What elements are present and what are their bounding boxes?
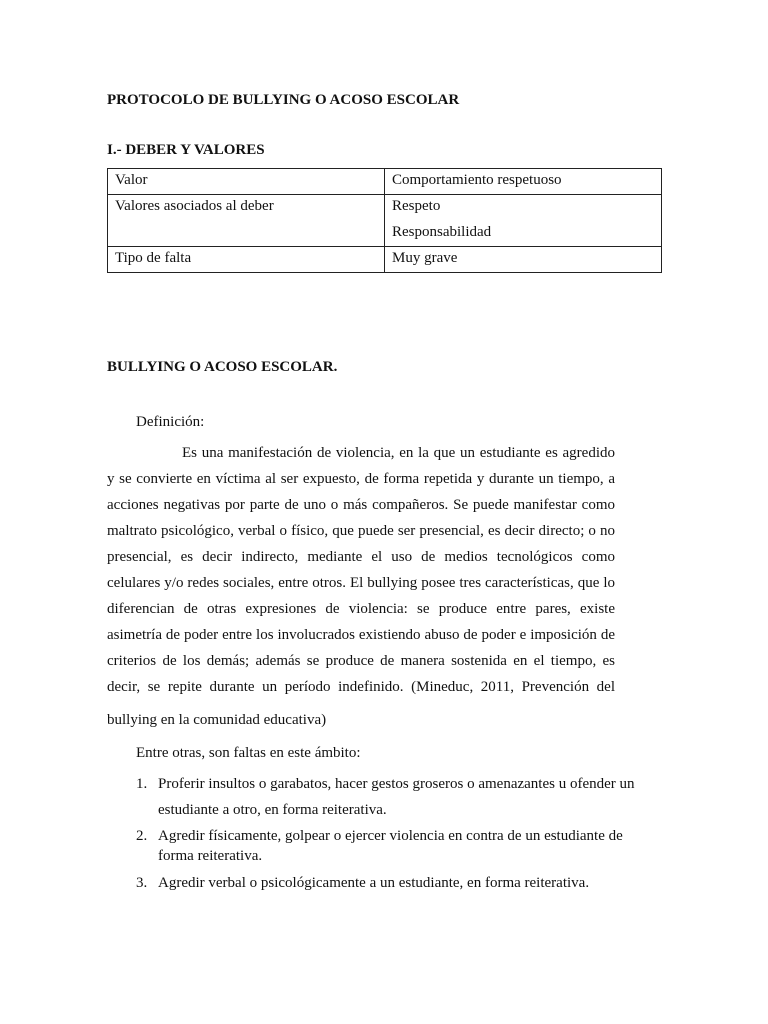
definition-paragraph (107, 440, 615, 700)
list-item-text: Agredir físicamente, golpear o ejercer violencia en contra de un estudiante de forma reiterativa. (158, 828, 623, 864)
list-item-number: 1. (136, 776, 148, 792)
list-item (136, 873, 636, 893)
paragraph-line: presencial, es decir indirecto, mediante el uso de medios tecnológicos como (107, 549, 615, 565)
table-row (108, 195, 662, 247)
faults-list (136, 771, 636, 893)
table-cell-label: Valor (108, 169, 385, 195)
table-value-line: Comportamiento respetuoso (392, 172, 562, 188)
list-item-text: Agredir verbal o psicológicamente a un estudiante, en forma reiterativa. (158, 875, 590, 891)
table-cell-value (385, 195, 662, 247)
list-item-number: 2. (136, 828, 148, 844)
paragraph-line: y se convierte en víctima al ser expuesto, de forma repetida y durante un tiempo, a (107, 471, 615, 487)
list-item-number: 3. (136, 875, 148, 891)
list-item (136, 771, 636, 823)
table-row (108, 247, 662, 273)
table-value-line: Muy grave (392, 250, 458, 266)
paragraph-line: Es una manifestación de violencia, en la que un estudiante es agredido (182, 445, 615, 461)
faults-intro: Entre otras, son faltas en este ámbito: (136, 745, 361, 761)
table-cell-label: Valores asociados al deber (108, 195, 385, 247)
document-title: PROTOCOLO DE BULLYING O ACOSO ESCOLAR (107, 92, 460, 108)
definition-label: Definición: (136, 414, 205, 430)
paragraph-line: acciones negativas por parte de uno o más compañeros. Se puede manifestar como (107, 497, 615, 513)
paragraph-line: decir, se repite durante un período indefinido. (Mineduc, 2011, Prevención del (107, 679, 615, 695)
list-item-text: Proferir insultos o garabatos, hacer gestos groseros o amenazantes u ofender un estudiante a otro, en forma reiterativa. (158, 776, 635, 818)
paragraph-line: asimetría de poder entre los involucrados existiendo abuso de poder e imposición de (107, 627, 615, 643)
table-value-line: Respeto (392, 198, 441, 214)
paragraph-line: diferencian de otras expresiones de violencia: se produce entre pares, existe (107, 601, 615, 617)
paragraph-line: maltrato psicológico, verbal o físico, que puede ser presencial, es decir directo; o no (107, 523, 615, 539)
table-cell-value (385, 169, 662, 195)
section-heading-bullying: BULLYING O ACOSO ESCOLAR. (107, 359, 338, 375)
paragraph-end-line: bullying en la comunidad educativa) (107, 712, 327, 728)
table-value-line: Responsabilidad (392, 224, 492, 240)
paragraph-line: celulares y/o redes sociales, entre otros. El bullying posee tres características, que lo (107, 575, 615, 591)
table-row (108, 169, 662, 195)
table-cell-label: Tipo de falta (108, 247, 385, 273)
paragraph-line: criterios de los demás; además se produce de manera sostenida en el tiempo, es (107, 653, 615, 669)
list-item (136, 826, 636, 866)
values-table (107, 168, 662, 273)
section-heading-deber-valores: I.- DEBER Y VALORES (107, 142, 265, 158)
table-cell-value (385, 247, 662, 273)
